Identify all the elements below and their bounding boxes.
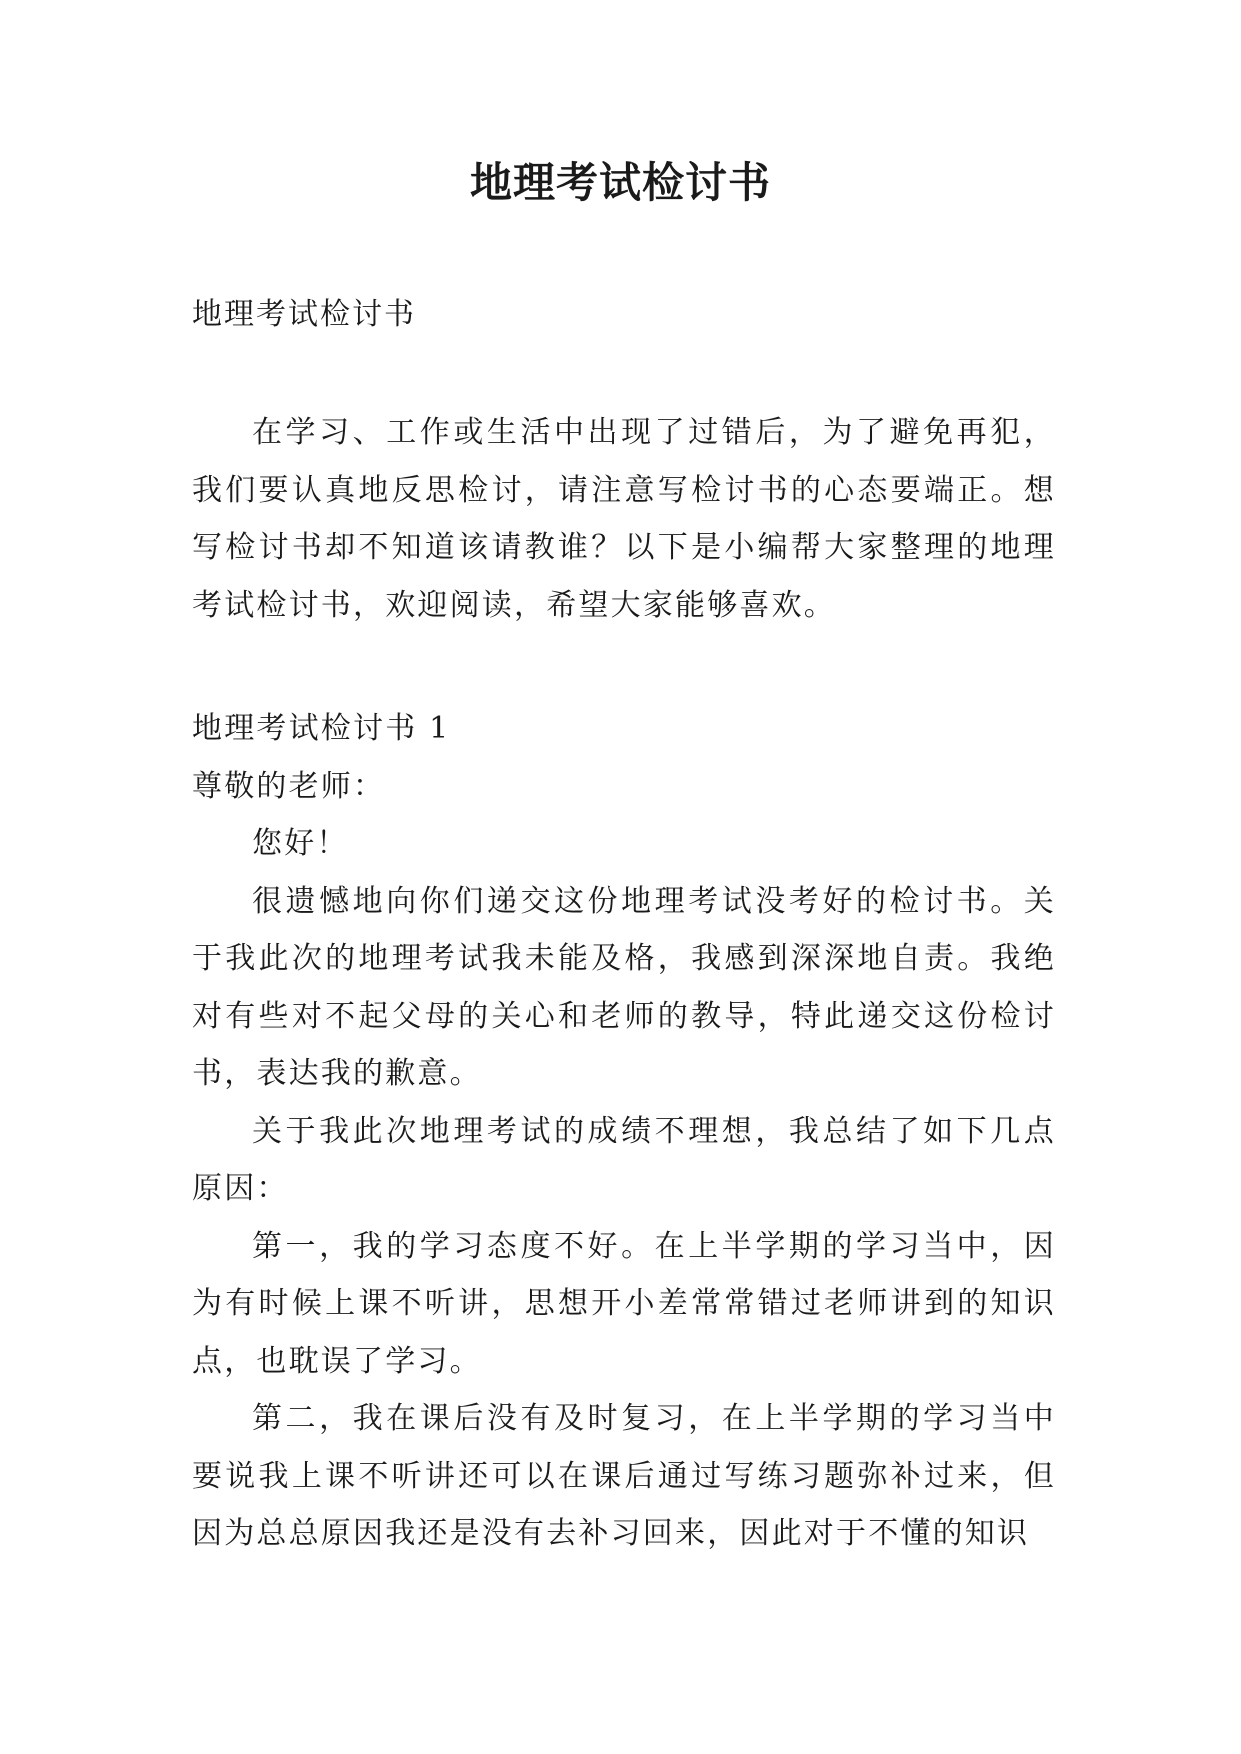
body-paragraph: 关于我此次地理考试的成绩不理想，我总结了如下几点原因： [192, 1113, 1056, 1206]
greeting: 您好！ [252, 826, 349, 861]
body-paragraph: 很遗憾地向你们递交这份地理考试没考好的检讨书。关于我此次的地理考试我未能及格，我感到深深地自责。我绝对有些对不起父母的关心和老师的教导，特此递交这份检讨书，表达我的歉意。 [192, 883, 1056, 1091]
salutation: 尊敬的老师： [192, 768, 386, 804]
document-title: 地理考试检讨书 [469, 158, 771, 207]
letter-body [192, 700, 1056, 1563]
intro-paragraph: 在学习、工作或生活中出现了过错后，为了避免再犯，我们要认真地反思检讨，请注意写检讨书的心态要端正。想写检讨书却不知道该请教谁？以下是小编帮大家整理的地理考试检讨书，欢迎阅读，希望大家能够喜欢。 [192, 415, 1056, 623]
intro-block [192, 404, 1056, 634]
section-heading: 地理考试检讨书 1 [192, 711, 451, 746]
body-paragraph: 第二，我在课后没有及时复习，在上半学期的学习当中要说我上课不听讲还可以在课后通过写练习题弥补过来，但因为总总原因我还是没有去补习回来，因此对于不懂的知识 [192, 1401, 1056, 1551]
body-paragraph: 第一，我的学习态度不好。在上半学期的学习当中，因为有时候上课不听讲，思想开小差常常错过老师讲到的知识点，也耽误了学习。 [192, 1228, 1056, 1379]
document-subtitle: 地理考试检讨书 [192, 297, 416, 332]
